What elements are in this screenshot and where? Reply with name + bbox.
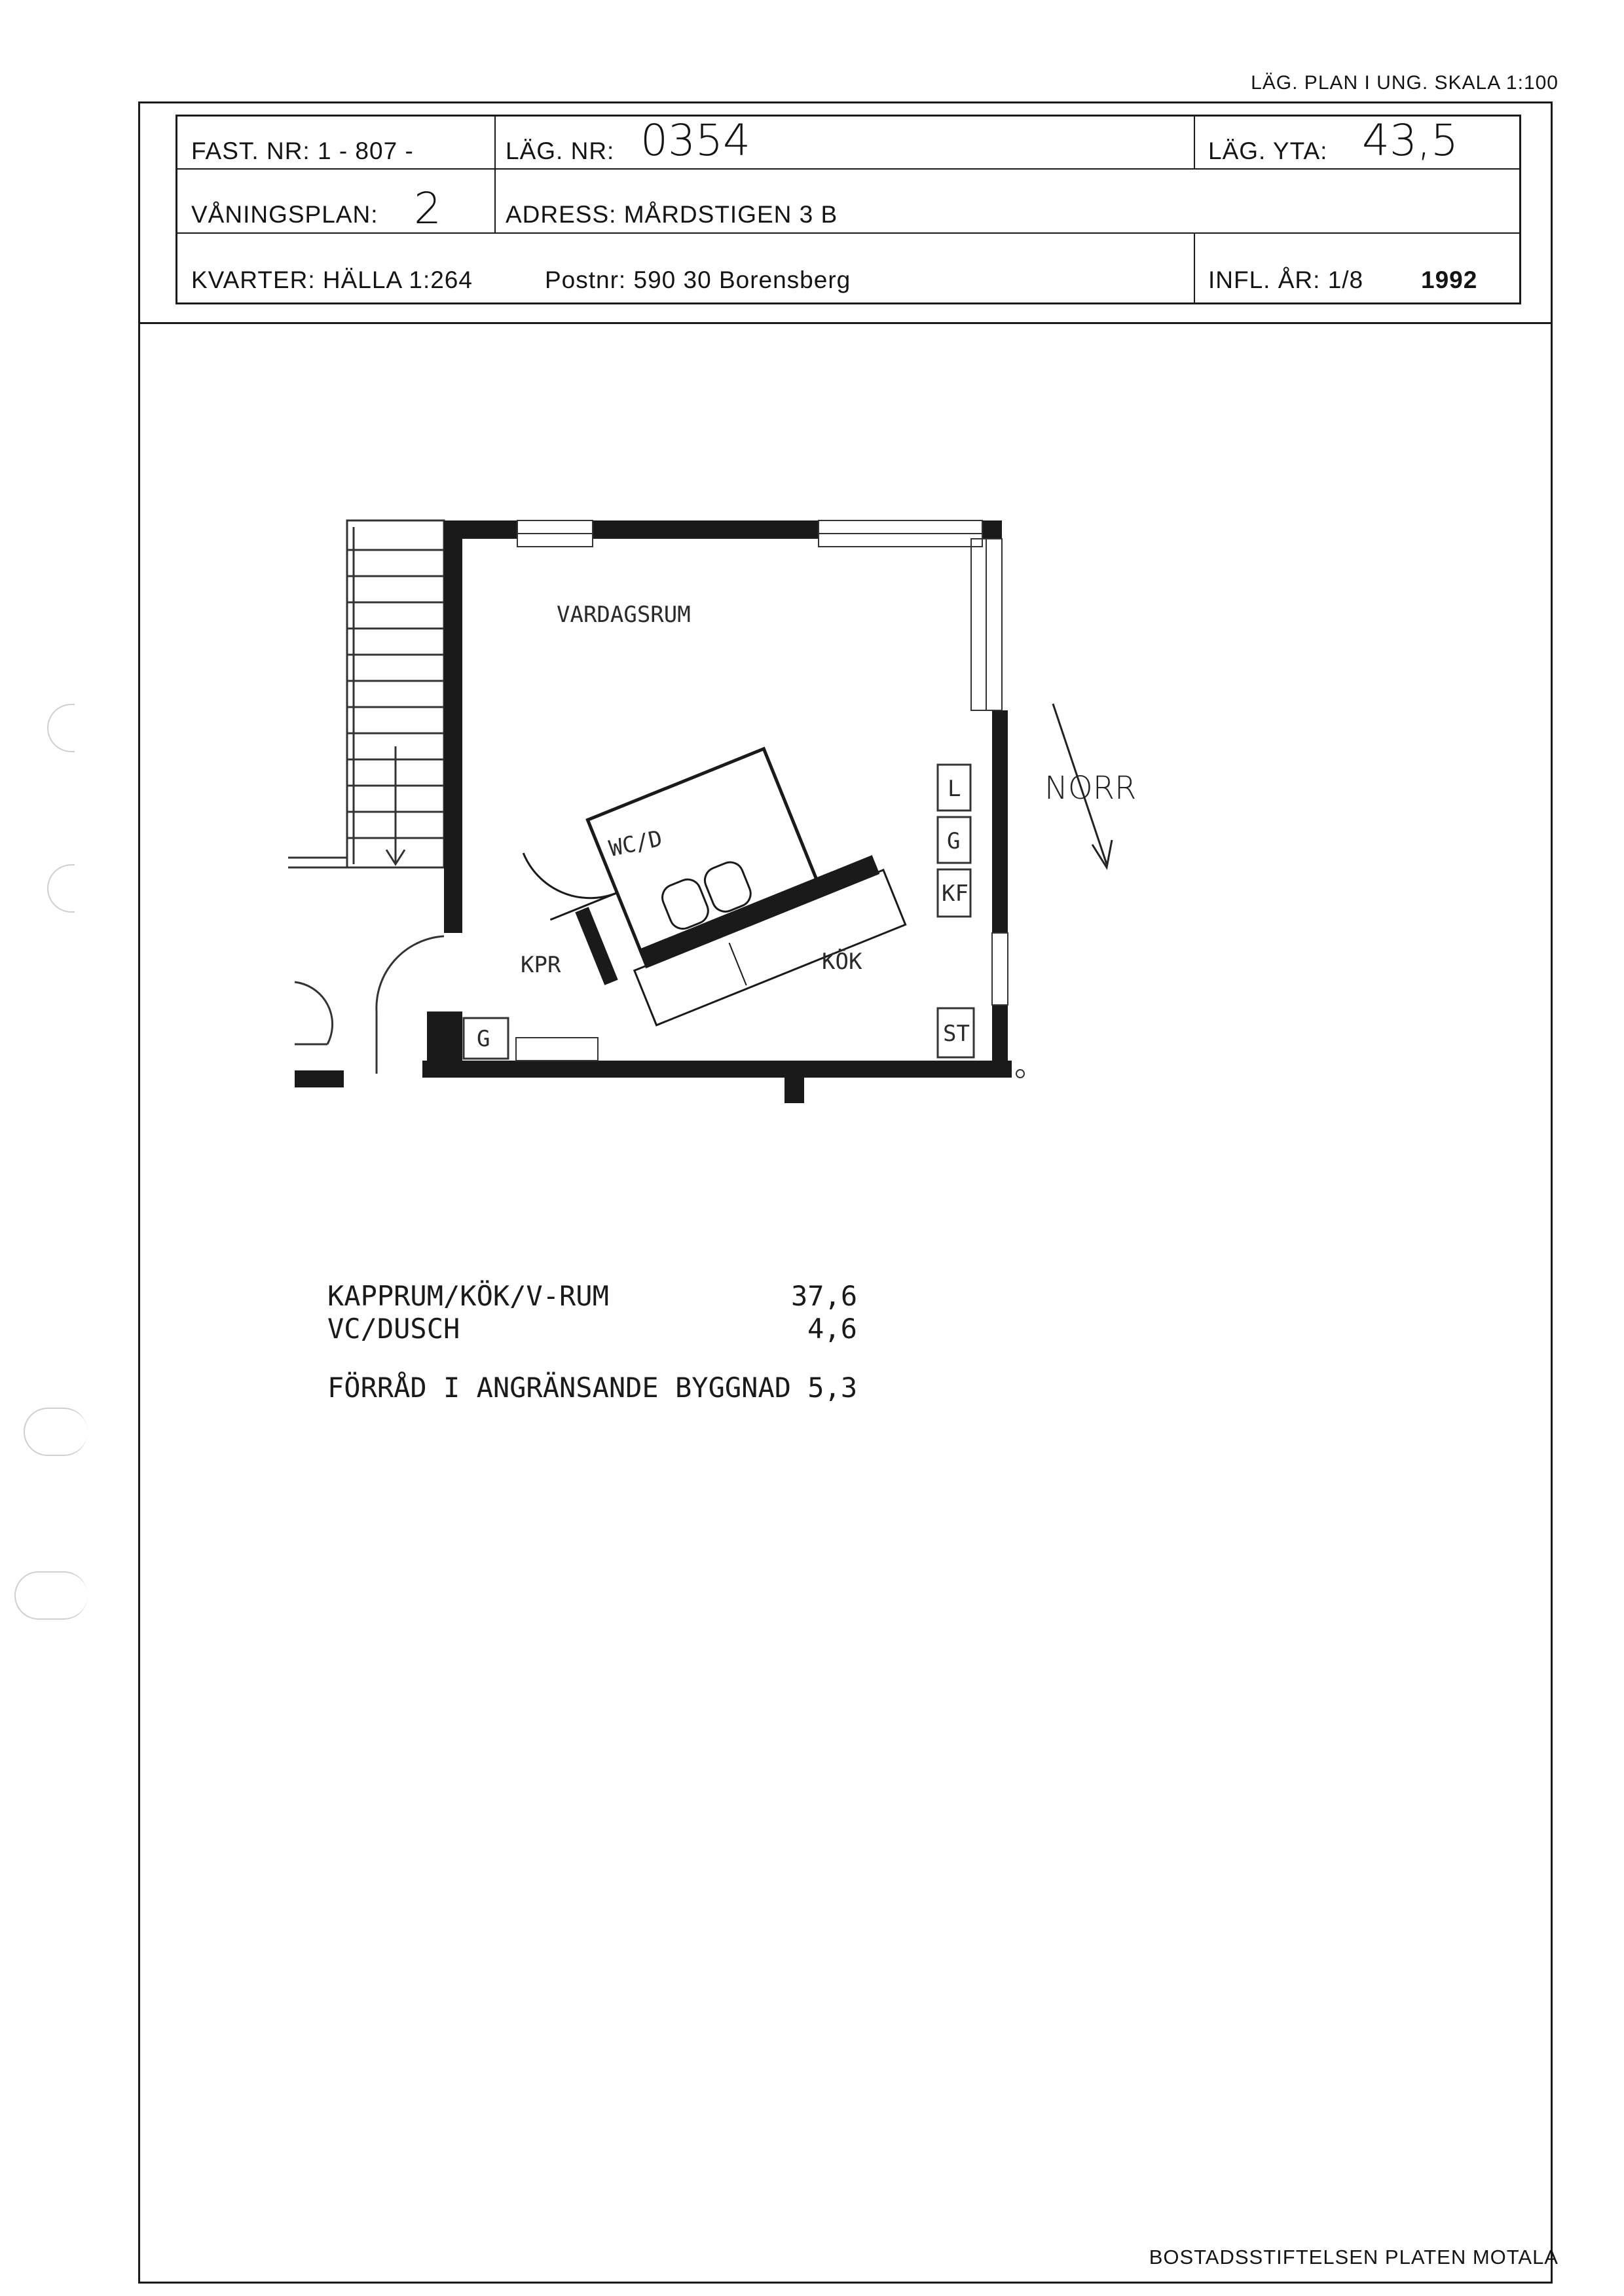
infl-year: 1992 xyxy=(1421,266,1478,293)
vaningsplan-label: VÅNINGSPLAN: xyxy=(191,201,378,228)
punch-hole-mark xyxy=(24,1408,88,1456)
footer-organization: BOSTADSSTIFTELSEN PLATEN MOTALA xyxy=(1149,2246,1559,2269)
wc-block xyxy=(521,724,905,1047)
room-label-living: VARDAGSRUM xyxy=(557,602,691,628)
table-col-divider xyxy=(494,115,496,234)
floor-plan xyxy=(282,498,1137,1126)
table-col-divider xyxy=(1194,232,1195,304)
fixture-label-kf: KF xyxy=(942,881,969,907)
area-label: VC/DUSCH xyxy=(327,1313,460,1345)
table-row-divider xyxy=(175,168,1521,170)
kvarter: KVARTER: HÄLLA 1:264 xyxy=(191,266,473,293)
lag-yta-value: 43,5 xyxy=(1362,115,1458,166)
punch-hole-mark xyxy=(47,864,75,913)
kitchen-fixtures xyxy=(464,765,974,1059)
room-label-wc: WC/D xyxy=(606,825,665,862)
lag-nr-label: LÄG. NR: xyxy=(506,137,615,164)
doors xyxy=(295,936,444,1074)
fixture-label-g-hall: G xyxy=(477,1026,490,1052)
area-label: KAPPRUM/KÖK/V-RUM xyxy=(327,1280,609,1312)
north-label: NORR xyxy=(1044,770,1137,807)
table-col-divider xyxy=(1194,115,1195,168)
postnr: Postnr: 590 30 Borensberg xyxy=(545,266,851,293)
punch-hole-mark xyxy=(14,1571,88,1620)
area-value: 37,6 xyxy=(791,1280,858,1312)
vaningsplan-value: 2 xyxy=(414,183,441,234)
fixture-label-l: L xyxy=(948,776,961,802)
adress: ADRESS: MÅRDSTIGEN 3 B xyxy=(506,201,838,228)
room-label-hall: KPR xyxy=(521,952,561,978)
header-divider xyxy=(138,322,1553,324)
room-label-kitchen: KÖK xyxy=(822,949,862,975)
scale-note: LÄG. PLAN I UNG. SKALA 1:100 xyxy=(1251,72,1559,94)
page-frame xyxy=(138,101,1553,2284)
wc-wall-stub xyxy=(575,907,618,985)
lag-nr-value: 0354 xyxy=(640,115,750,166)
table-row-divider xyxy=(175,232,1521,234)
lag-yta-label: LÄG. YTA: xyxy=(1208,137,1328,164)
staircase xyxy=(288,520,444,867)
fixture-label-g: G xyxy=(947,828,961,854)
corner-mark xyxy=(1016,1070,1024,1078)
punch-hole-mark xyxy=(47,704,75,752)
area-value: 4,6 xyxy=(807,1313,857,1345)
storage-note: FÖRRÅD I ANGRÄNSANDE BYGGNAD 5,3 xyxy=(327,1372,858,1404)
infl-label: INFL. ÅR: 1/8 xyxy=(1208,266,1364,293)
fast-nr: FAST. NR: 1 - 807 - xyxy=(191,137,414,164)
fixture-label-st: ST xyxy=(943,1021,970,1047)
